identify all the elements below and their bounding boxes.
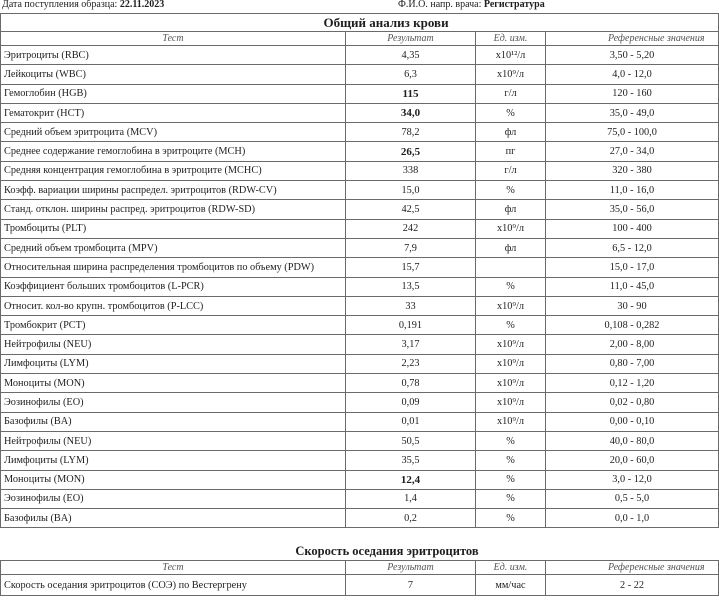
column-header-result: Результат — [346, 561, 476, 575]
table-row — [1, 181, 719, 200]
test-name: Лимфоциты (LYM) — [1, 354, 346, 373]
table-row — [1, 470, 719, 489]
reference-range: 320 - 380 — [546, 161, 719, 180]
reference-range: 120 - 160 — [546, 84, 719, 103]
test-name: Моноциты (MON) — [1, 374, 346, 393]
table-header-row — [1, 561, 719, 575]
result-value: 35,5 — [346, 451, 476, 470]
table-row — [1, 412, 719, 431]
table-title-row — [1, 14, 719, 32]
test-name: Тромбокрит (PCT) — [1, 316, 346, 335]
table-row — [1, 509, 719, 528]
table-row — [1, 142, 719, 161]
test-name: Базофилы (BA) — [1, 509, 346, 528]
test-name: Эозинофилы (EO) — [1, 489, 346, 508]
result-value: 2,23 — [346, 354, 476, 373]
test-name: Коэффициент больших тромбоцитов (L-PCR) — [1, 277, 346, 296]
test-name: Среднее содержание гемоглобина в эритроците (MCH) — [1, 142, 346, 161]
result-value: 7,9 — [346, 238, 476, 257]
reference-range: 3,0 - 12,0 — [546, 470, 719, 489]
unit: % — [476, 451, 546, 470]
reference-range: 0,02 - 0,80 — [546, 393, 719, 412]
column-header-unit: Ед. изм. — [476, 561, 546, 575]
reference-range: 40,0 - 80,0 — [546, 431, 719, 450]
table-header-row — [1, 32, 719, 46]
reference-range: 0,0 - 1,0 — [546, 509, 719, 528]
test-name: Относительная ширина распределения тромбоцитов по объему (PDW) — [1, 258, 346, 277]
test-name: Лейкоциты (WBC) — [1, 65, 346, 84]
table-row — [1, 431, 719, 450]
result-value: 42,5 — [346, 200, 476, 219]
result-value: 0,09 — [346, 393, 476, 412]
reference-range: 4,0 - 12,0 — [546, 65, 719, 84]
result-value: 15,7 — [346, 258, 476, 277]
test-name: Нейтрофилы (NEU) — [1, 431, 346, 450]
result-value: 7 — [346, 575, 476, 596]
test-name: Станд. отклон. ширины распред. эритроцитов (RDW-SD) — [1, 200, 346, 219]
unit: % — [476, 509, 546, 528]
reference-range: 11,0 - 16,0 — [546, 181, 719, 200]
reference-range: 0,80 - 7,00 — [546, 354, 719, 373]
table-row — [1, 103, 719, 122]
unit: г/л — [476, 84, 546, 103]
unit: x10¹²/л — [476, 46, 546, 65]
unit: % — [476, 489, 546, 508]
unit: x10⁹/л — [476, 374, 546, 393]
test-name: Базофилы (BA) — [1, 412, 346, 431]
test-name: Нейтрофилы (NEU) — [1, 335, 346, 354]
table-row — [1, 277, 719, 296]
result-value: 338 — [346, 161, 476, 180]
test-name: Гемоглобин (HGB) — [1, 84, 346, 103]
unit: % — [476, 470, 546, 489]
result-value: 1,4 — [346, 489, 476, 508]
test-name: Скорость оседания эритроцитов (СОЭ) по Вестергрену — [1, 575, 346, 596]
report-header-line — [0, 0, 719, 11]
result-value: 15,0 — [346, 181, 476, 200]
reference-range: 0,5 - 5,0 — [546, 489, 719, 508]
table-row — [1, 451, 719, 470]
esr-section-title: Скорость оседания эритроцитов — [295, 544, 479, 558]
sample-date-value: 22.11.2023 — [119, 0, 165, 10]
reference-range: 0,108 - 0,282 — [546, 316, 719, 335]
unit: x10⁹/л — [476, 219, 546, 238]
table-row — [1, 238, 719, 257]
column-header-test: Тест — [1, 561, 346, 575]
result-value: 12,4 — [346, 470, 476, 489]
esr-results-table — [0, 560, 719, 596]
column-header-result: Результат — [346, 32, 476, 46]
reference-range: 75,0 - 100,0 — [546, 123, 719, 142]
result-value: 6,3 — [346, 65, 476, 84]
result-value: 3,17 — [346, 335, 476, 354]
unit: x10⁹/л — [476, 354, 546, 373]
referring-doctor-label: Ф.И.О. напр. врача: — [398, 0, 482, 10]
test-name: Эозинофилы (EO) — [1, 393, 346, 412]
unit: % — [476, 431, 546, 450]
reference-range: 11,0 - 45,0 — [546, 277, 719, 296]
result-value: 0,78 — [346, 374, 476, 393]
unit: фл — [476, 123, 546, 142]
result-value: 26,5 — [346, 142, 476, 161]
table-row — [1, 316, 719, 335]
test-name: Лимфоциты (LYM) — [1, 451, 346, 470]
unit: x10⁹/л — [476, 393, 546, 412]
result-value: 4,35 — [346, 46, 476, 65]
test-name: Средний объем эритроцита (MCV) — [1, 123, 346, 142]
table-row — [1, 354, 719, 373]
unit: x10⁹/л — [476, 412, 546, 431]
unit: мм/час — [476, 575, 546, 596]
unit: фл — [476, 200, 546, 219]
table-row — [1, 575, 719, 596]
unit — [476, 258, 546, 277]
test-name: Коэфф. вариации ширины распредел. эритроцитов (RDW-CV) — [1, 181, 346, 200]
esr-table-body — [1, 575, 719, 596]
section-title: Общий анализ крови — [1, 14, 719, 32]
result-value: 0,2 — [346, 509, 476, 528]
sample-date — [2, 0, 164, 10]
unit: x10⁹/л — [476, 335, 546, 354]
reference-range: 35,0 - 56,0 — [546, 200, 719, 219]
cbc-results-table — [0, 13, 719, 528]
unit: x10⁹/л — [476, 65, 546, 84]
table-row — [1, 489, 719, 508]
cbc-table-body — [1, 46, 719, 528]
unit: % — [476, 277, 546, 296]
result-value: 13,5 — [346, 277, 476, 296]
table-row — [1, 46, 719, 65]
test-name: Гематокрит (HCT) — [1, 103, 346, 122]
result-value: 115 — [346, 84, 476, 103]
unit: пг — [476, 142, 546, 161]
unit: г/л — [476, 161, 546, 180]
unit: % — [476, 103, 546, 122]
test-name: Средняя концентрация гемоглобина в эритроците (MCHC) — [1, 161, 346, 180]
unit: % — [476, 181, 546, 200]
reference-range: 20,0 - 60,0 — [546, 451, 719, 470]
reference-range: 2 - 22 — [546, 575, 719, 596]
reference-range: 3,50 - 5,20 — [546, 46, 719, 65]
table-row — [1, 374, 719, 393]
table-row — [1, 258, 719, 277]
table-row — [1, 84, 719, 103]
reference-range: 2,00 - 8,00 — [546, 335, 719, 354]
result-value: 34,0 — [346, 103, 476, 122]
table-row — [1, 219, 719, 238]
test-name: Эритроциты (RBC) — [1, 46, 346, 65]
table-row — [1, 200, 719, 219]
table-row — [1, 123, 719, 142]
test-name: Средний объем тромбоцита (MPV) — [1, 238, 346, 257]
unit: фл — [476, 238, 546, 257]
table-row — [1, 65, 719, 84]
result-value: 0,191 — [346, 316, 476, 335]
reference-range: 35,0 - 49,0 — [546, 103, 719, 122]
test-name: Моноциты (MON) — [1, 470, 346, 489]
column-header-reference: Референсные значения — [546, 32, 719, 46]
referring-doctor — [398, 0, 545, 10]
table-row — [1, 393, 719, 412]
column-header-test: Тест — [1, 32, 346, 46]
reference-range: 30 - 90 — [546, 296, 719, 315]
reference-range: 6,5 - 12,0 — [546, 238, 719, 257]
result-value: 78,2 — [346, 123, 476, 142]
result-value: 33 — [346, 296, 476, 315]
sample-date-label: Дата поступления образца: — [2, 0, 118, 10]
reference-range: 0,12 - 1,20 — [546, 374, 719, 393]
result-value: 50,5 — [346, 431, 476, 450]
unit: x10⁹/л — [476, 296, 546, 315]
reference-range: 100 - 400 — [546, 219, 719, 238]
table-row — [1, 335, 719, 354]
referring-doctor-value: Регистратура — [483, 0, 545, 10]
test-name: Относит. кол-во крупн. тромбоцитов (P-LCC) — [1, 296, 346, 315]
reference-range: 15,0 - 17,0 — [546, 258, 719, 277]
reference-range: 27,0 - 34,0 — [546, 142, 719, 161]
column-header-unit: Ед. изм. — [476, 32, 546, 46]
unit: % — [476, 316, 546, 335]
result-value: 242 — [346, 219, 476, 238]
table-row — [1, 296, 719, 315]
result-value: 0,01 — [346, 412, 476, 431]
test-name: Тромбоциты (PLT) — [1, 219, 346, 238]
table-row — [1, 161, 719, 180]
reference-range: 0,00 - 0,10 — [546, 412, 719, 431]
column-header-reference: Референсные значения — [546, 561, 719, 575]
